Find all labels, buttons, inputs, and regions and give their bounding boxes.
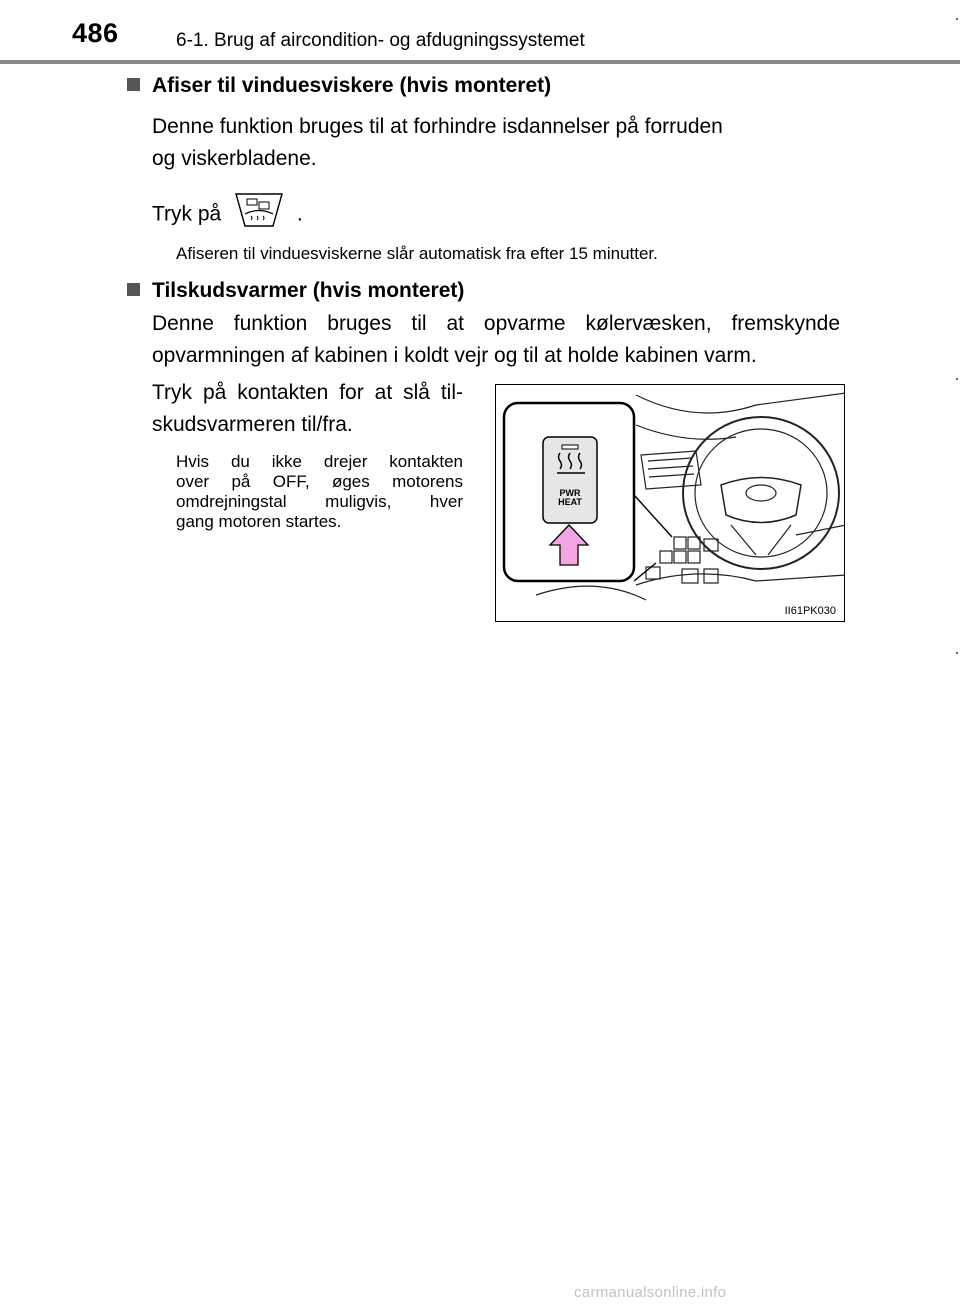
switch-label-heat: HEAT: [558, 497, 582, 507]
section-heading-wiper-deicer: [127, 74, 551, 98]
chapter-title: 6-1. Brug af aircondition- og afdugningssystemet: [176, 30, 585, 51]
note-line: Hvis du ikke drejer kontakten: [176, 452, 463, 471]
edge-mark: [956, 378, 958, 380]
square-bullet-icon: [127, 283, 140, 296]
note-wiper-deicer: Afiseren til vinduesviskerne slår automatisk fra efter 15 minutter.: [176, 244, 658, 263]
paragraph-aux-heater: [152, 308, 840, 372]
header-divider: [0, 60, 960, 64]
wiper-deicer-button-icon: [233, 192, 285, 238]
heading-text: Tilskudsvarmer (hvis monteret): [152, 279, 465, 302]
edge-mark: [956, 18, 958, 20]
paragraph-line: og viskerbladene.: [152, 147, 317, 170]
paragraph-line: Denne funktion bruges til at opvarme kølervæsken, fremskynde: [152, 312, 840, 335]
paragraph-line: opvarmningen af kabinen i koldt vejr og til at holde kabinen varm.: [152, 344, 757, 367]
press-line: skudsvarmeren til/fra.: [152, 413, 353, 436]
press-line: Tryk på kontakten for at slå til-: [152, 381, 463, 404]
figure-code: II61PK030: [784, 605, 836, 617]
press-prefix: Tryk på: [152, 202, 222, 226]
note-aux-heater: [176, 452, 463, 532]
press-switch-instruction: [152, 377, 463, 441]
press-suffix: .: [296, 202, 303, 226]
dashboard-illustration: [495, 384, 845, 622]
note-line: over på OFF, øges motorens: [176, 472, 463, 491]
paragraph-line: Denne funktion bruges til at forhindre isdannelser på forruden: [152, 115, 723, 138]
edge-mark: [956, 652, 958, 654]
watermark[interactable]: carmanualsonline.info: [574, 1284, 727, 1301]
switch-label: [543, 489, 597, 507]
note-line: omdrejningstal muligvis, hver: [176, 492, 463, 511]
note-line: gang motoren startes.: [176, 512, 342, 531]
section-heading-aux-heater: [127, 279, 464, 303]
paragraph-wiper-deicer: [152, 111, 852, 175]
square-bullet-icon: [127, 78, 140, 91]
press-instruction: [152, 192, 552, 232]
switch-label-pwr: PWR: [559, 488, 581, 498]
page-number: 486: [72, 18, 119, 48]
heading-text: Afiser til vinduesviskere (hvis monteret): [152, 74, 552, 97]
